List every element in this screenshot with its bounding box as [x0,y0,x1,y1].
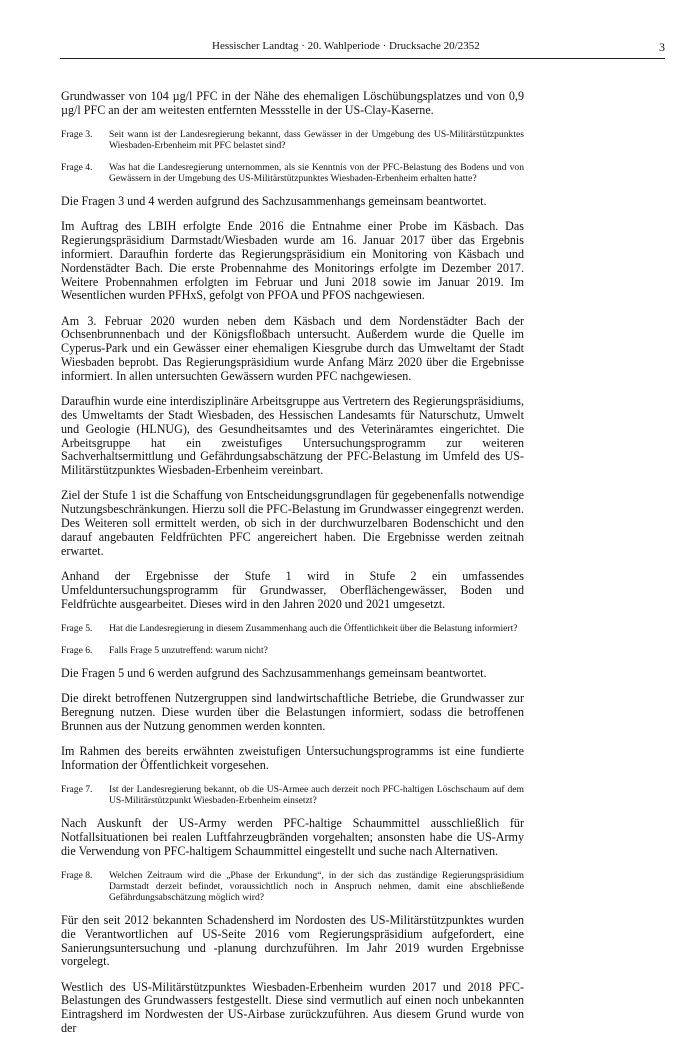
paragraph: Westlich des US-Militärstützpunktes Wiesbaden-Erbenheim wurden 2017 und 2018 PFC-Belastungen des Grundwassers festgestellt. Diese sind vermutlich auf einen noch unbekannten Eintragsherd im Nordwesten der US-Airbase zurückzuführen. Aus diesem Grund wurde von der [61,979,524,1036]
question-text: Was hat die Landesregierung unternommen, als sie Kenntnis von der PFC-Belastung des Bodens und von Gewässern in der Umgebung des US-Militärstützpunktes Wiesbaden-Erbenheim erhalten hatte? [109,162,524,185]
question-block [61,784,524,806]
question-label: Frage 8. [61,869,93,881]
paragraph: Die Fragen 3 und 4 werden aufgrund des Sachzusammenhangs gemeinsam beantwortet. [61,194,487,209]
question-label: Frage 6. [61,644,93,656]
question-text: Hat die Landesregierung in diesem Zusammenhang auch die Öffentlichkeit über die Belastung informiert? [109,622,518,634]
question-text: Seit wann ist der Landesregierung bekannt, dass Gewässer in der Umgebung des US-Militärstützpunktes Wiesbaden-Erbenheim mit PFC belastet sind? [109,129,524,152]
question-text: Falls Frage 5 unzutreffend: warum nicht? [109,644,268,656]
paragraph: Ziel der Stufe 1 ist die Schaffung von Entscheidungsgrundlagen für gegebenenfalls notwendige Nutzungsbeschränkungen. Hierzu soll die PFC-Belastung im Grundwasser eingegrenzt werden. Des Weiteren soll ermittelt werden, ob sich in der durchwurzelbaren Bodenschicht und den darauf angebauten Feldfrüchten PFC angereichert haben. Die Ergebnisse werden zeitnah erwartet. [61,488,524,558]
paragraph: Nach Auskunft der US-Army werden PFC-haltige Schaummittel ausschließlich für Notfallsituationen bei realen Luftfahrzeugbränden vorgehalten; ansonsten habe die US-Army die Verwendung von PFC-haltigem Schaummittel eingestellt und suche nach Alternativen. [61,816,524,858]
paragraph: Für den seit 2012 bekannten Schadensherd im Nordosten des US-Militärstützpunktes wurden die Verantwortlichen auf US-Seite 2016 vom Regierungspräsidium aufgefordert, eine Sanierungsuntersuchung und -planung durchzuführen. Im Jahr 2019 wurden Ergebnisse vorgelegt. [61,912,524,969]
question-label: Frage 5. [61,622,93,634]
paragraph: Grundwasser von 104 µg/l PFC in der Nähe des ehemaligen Löschübungsplatzes und von 0,9 µg/l PFC an der am weitesten entfernten Messstelle in der US-Clay-Kaserne. [61,89,524,117]
header-divider [60,58,665,59]
paragraph: Daraufhin wurde eine interdisziplinäre Arbeitsgruppe aus Vertretern des Regierungspräsidiums, des Umweltamts der Stadt Wiesbaden, des Hessischen Landesamts für Naturschutz, Umwelt und Geologie (HLNUG), des Gesundheitsamtes und des Veterinäramtes eingerichtet. Die Arbeitsgruppe hat ein zweistufiges Untersuchungsprogramm zur weiteren Sachverhaltsermittlung und Gefährdungsabschätzung der PFC-Belastung im Umfeld des US-Militärstützpunktes Wiesbaden-Erbenheim vereinbart. [61,394,524,478]
question-label: Frage 4. [61,162,93,174]
question-block [61,645,524,656]
question-text: Ist der Landesregierung bekannt, ob die US-Armee auch derzeit noch PFC-haltigen Löschschaum auf dem US-Militärstützpunkt Wiesbaden-Erbenheim einsetzt? [109,784,524,807]
paragraph: Im Auftrag des LBIH erfolgte Ende 2016 die Entnahme einer Probe im Käsbach. Das Regierungspräsidium Darmstadt/Wiesbaden wurde am 16. Januar 2017 über das Ergebnis informiert. Daraufhin forderte das Regierungspräsidium ein Monitoring von Käsbach und Nordenstädter Bach. Die erste Probennahme des Monitorings erfolgte im Dezember 2017. Weitere Probennahmen erfolgten im Februar und Juni 2018 sowie im Januar 2019. Im Wesentlichen wurden PFHxS, gefolgt von PFOA und PFOS nachgewiesen. [61,219,524,303]
paragraph: Am 3. Februar 2020 wurden neben dem Käsbach und dem Nordenstädter Bach der Ochsenbrunnenbach und der Königsfloßbach untersucht. Außerdem wurde die Quelle im Cyperus-Park und ein Gewässer einer ehemaligen Kiesgrube durch das Umweltamt der Stadt Wiesbaden beprobt. Das Regierungspräsidium wurde Anfang März 2020 über die Ergebnisse informiert. In allen untersuchten Gewässern wurden PFC nachgewiesen. [61,313,524,383]
question-label: Frage 3. [61,129,93,141]
paragraph: Die direkt betroffenen Nutzergruppen sind landwirtschaftliche Betriebe, die Grundwasser zur Beregnung nutzen. Diese wurden über die Belastungen informiert, sodass die betroffenen Brunnen aus der Nutzung genommen werden konnten. [61,691,524,733]
question-text: Welchen Zeitraum wird die „Phase der Erkundung“, in der sich das zuständige Regierungspräsidium Darmstadt derzeit befindet, voraussichtlich noch in Anspruch nehmen, damit eine abschließende Gefährdungsabschätzung möglich wird? [109,869,524,903]
question-block [61,129,524,151]
paragraph: Die Fragen 5 und 6 werden aufgrund des Sachzusammenhangs gemeinsam beantwortet. [61,665,487,680]
question-label: Frage 7. [61,784,93,796]
question-block [61,162,524,184]
question-block [61,623,524,634]
page-number: 3 [659,40,665,54]
header-title: Hessischer Landtag · 20. Wahlperiode · Drucksache 20/2352 [212,40,480,52]
paragraph: Im Rahmen des bereits erwähnten zweistufigen Untersuchungsprogramms ist eine fundierte Information der Öffentlichkeit vorgesehen. [61,744,524,772]
document-body [61,90,524,1047]
question-block [61,870,524,903]
paragraph: Anhand der Ergebnisse der Stufe 1 wird in Stufe 2 ein umfassendes Umfelduntersuchungsprogramm für Grundwasser, Oberflächengewässer, Boden und Feldfrüchte ausgearbeitet. Dieses wird in den Jahren 2020 und 2021 umgesetzt. [61,568,524,611]
